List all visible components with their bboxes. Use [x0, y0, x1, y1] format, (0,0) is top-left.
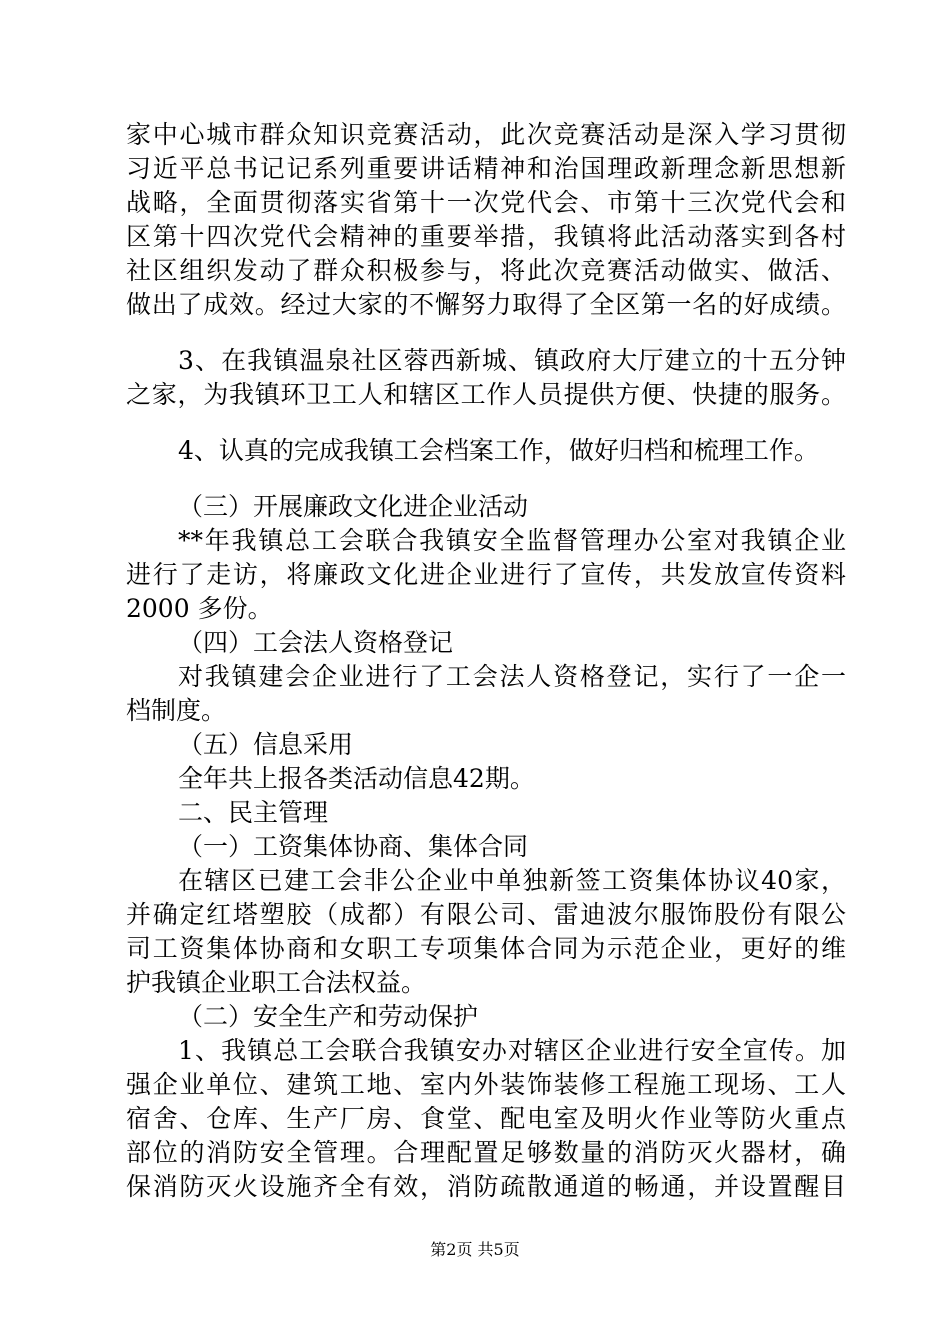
- text-line: 之家，为我镇环卫工人和辖区工作人员提供方便、快捷的服务。: [126, 380, 846, 409]
- text-line: 2000 多份。: [126, 594, 273, 623]
- text-line: 对我镇建会企业进行了工会法人资格登记，实行了一企一: [178, 662, 846, 691]
- text-line: 习近平总书记记系列重要讲话精神和治国理政新理念新思想新: [126, 154, 846, 183]
- text-line: 在辖区已建工会非公企业中单独新签工资集体协议40家，: [178, 866, 846, 895]
- text-line: 社区组织发动了群众积极参与，将此次竞赛活动做实、做活、: [126, 256, 846, 285]
- text-line: 区第十四次党代会精神的重要举措，我镇将此活动落实到各村: [126, 222, 846, 251]
- page-footer: 第2页 共5页: [430, 1240, 520, 1259]
- text-line: 护我镇企业职工合法权益。: [126, 968, 427, 997]
- text-line: 做出了成效。经过大家的不懈努力取得了全区第一名的好成绩。: [126, 290, 846, 319]
- text-line: （二）安全生产和劳动保护: [178, 1002, 479, 1031]
- text-line: 司工资集体协商和女职工专项集体合同为示范企业，更好的维: [126, 934, 846, 963]
- text-line: 进行了走访，将廉政文化进企业进行了宣传，共发放宣传资料: [126, 560, 846, 589]
- text-line: 3、在我镇温泉社区蓉西新城、镇政府大厅建立的十五分钟: [178, 346, 846, 375]
- text-line: 宿舍、仓库、生产厂房、食堂、配电室及明火作业等防火重点: [126, 1104, 846, 1133]
- text-line: 1、我镇总工会联合我镇安办对辖区企业进行安全宣传。加: [178, 1036, 846, 1065]
- text-line: 保消防灭火设施齐全有效，消防疏散通道的畅通，并设置醒目: [126, 1172, 846, 1201]
- text-line: 强企业单位、建筑工地、室内外装饰装修工程施工现场、工人: [126, 1070, 846, 1099]
- text-line: 二、民主管理: [178, 798, 329, 827]
- text-line: （一）工资集体协商、集体合同: [178, 832, 529, 861]
- text-line: 战略，全面贯彻落实省第十一次党代会、市第十三次党代会和: [126, 188, 846, 217]
- text-line: （三）开展廉政文化进企业活动: [178, 492, 529, 521]
- text-line: 全年共上报各类活动信息42期。: [178, 764, 535, 793]
- text-line: （五）信息采用: [178, 730, 354, 759]
- text-line: 档制度。: [126, 696, 227, 725]
- text-line: 并确定红塔塑胶（成都）有限公司、雷迪波尔服饰股份有限公: [126, 900, 846, 929]
- text-line: **年我镇总工会联合我镇安全监督管理办公室对我镇企业: [178, 526, 846, 555]
- text-line: 4、认真的完成我镇工会档案工作，做好归档和梳理工作。: [178, 436, 819, 465]
- text-line: （四）工会法人资格登记: [178, 628, 454, 657]
- text-line: 部位的消防安全管理。合理配置足够数量的消防灭火器材，确: [126, 1138, 846, 1167]
- text-line: 家中心城市群众知识竞赛活动，此次竞赛活动是深入学习贯彻: [126, 120, 846, 149]
